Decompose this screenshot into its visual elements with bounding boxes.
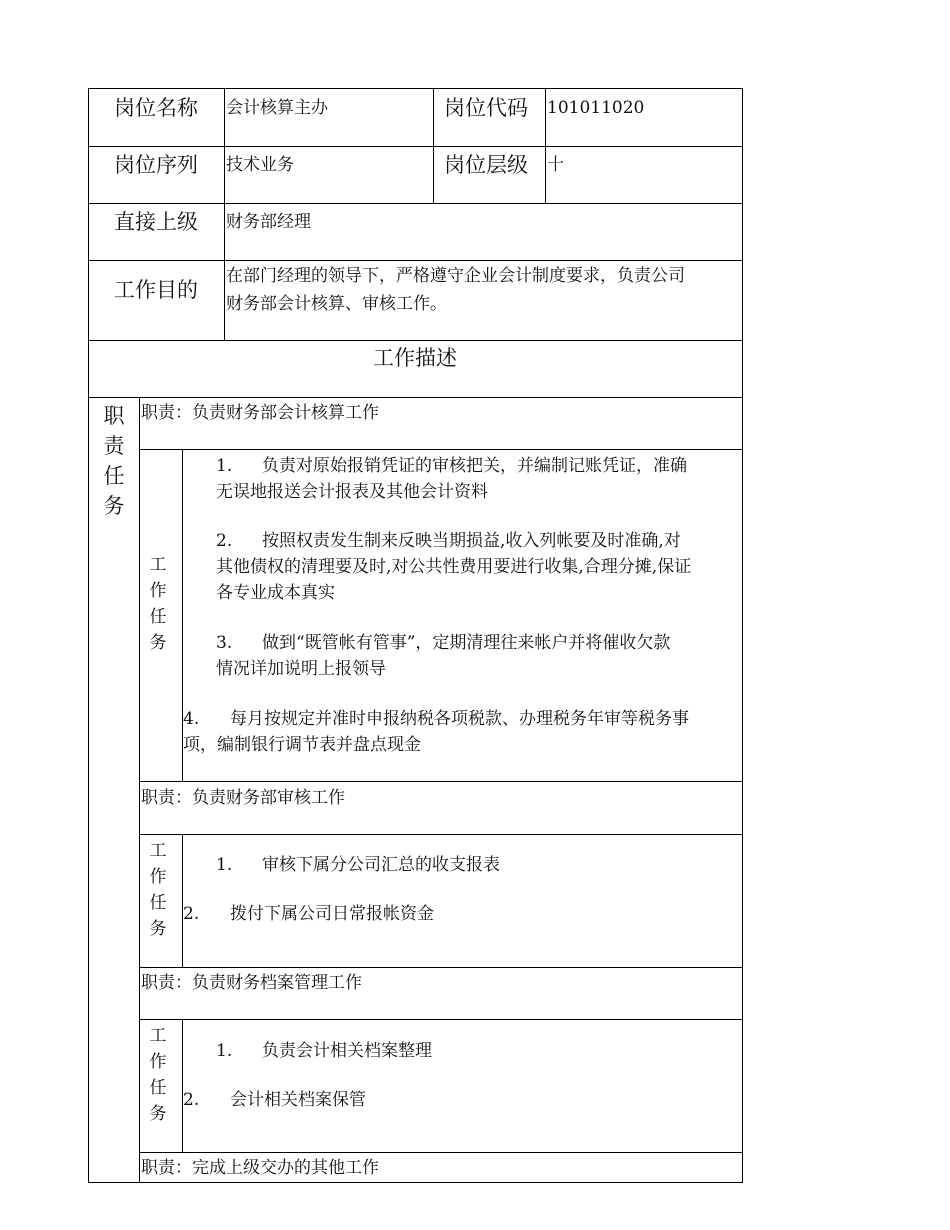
task-text: 做到“既管帐有管事”，定期清理往来帐户并将催收欠款 — [262, 633, 671, 653]
task-vertical-label — [148, 838, 168, 942]
task-vertical-label — [148, 1023, 168, 1127]
duty-title: 职责：完成上级交办的其他工作 — [141, 1158, 379, 1178]
task-vertical-label — [148, 552, 168, 656]
position-name-label: 岗位名称 — [114, 96, 198, 120]
task-item — [216, 852, 500, 878]
task-text: 每月按规定并准时申报纳税各项税款、办理税务年审等税务事 — [230, 709, 689, 729]
duty-title: 职责：负责财务部审核工作 — [141, 788, 345, 808]
task-number: 3. — [216, 633, 233, 653]
task-text: 情况详加说明上报领导 — [216, 659, 386, 679]
vertical-char: 责 — [103, 434, 125, 458]
position-code-value: 101011020 — [547, 98, 645, 118]
col-divider — [224, 88, 225, 340]
task-text: 各专业成本真实 — [216, 583, 335, 603]
col-divider — [433, 88, 434, 204]
vertical-char: 任 — [149, 1078, 167, 1098]
row-divider — [139, 834, 743, 835]
description-title: 工作描述 — [373, 346, 457, 370]
task-text: 项，编制银行调节表并盘点现金 — [183, 735, 421, 755]
task-text: 负责会计相关档案整理 — [262, 1041, 432, 1061]
row-divider — [88, 397, 743, 398]
task-number: 2. — [183, 1090, 200, 1110]
col-divider — [139, 397, 140, 1183]
row-divider — [139, 1019, 743, 1020]
task-item — [183, 1087, 366, 1113]
objective-line: 在部门经理的领导下，严格遵守企业会计制度要求，负责公司 — [226, 266, 685, 286]
vertical-char: 工 — [149, 841, 167, 861]
task-text: 负责对原始报销凭证的审核把关，并编制记账凭证，准确 — [262, 456, 687, 476]
task-item — [216, 630, 740, 682]
duty-title: 职责：负责财务档案管理工作 — [141, 973, 362, 993]
vertical-char: 作 — [149, 1052, 167, 1072]
task-item — [216, 528, 740, 606]
row-divider — [88, 146, 743, 147]
task-text: 无误地报送会计报表及其他会计资料 — [216, 482, 488, 502]
position-code-label: 岗位代码 — [444, 96, 528, 120]
row-divider — [139, 781, 743, 782]
vertical-char: 任 — [103, 464, 125, 488]
task-number: 1. — [216, 1041, 233, 1061]
vertical-char: 任 — [149, 607, 167, 627]
vertical-char: 工 — [149, 1026, 167, 1046]
vertical-char: 务 — [103, 494, 125, 518]
task-text: 会计相关档案保管 — [230, 1090, 366, 1110]
task-text: 拨付下属公司日常报帐资金 — [230, 904, 434, 924]
vertical-char: 务 — [149, 1104, 167, 1124]
task-text: 其他债权的清理要及时,对公共性费用要进行收集,合理分摊,保证 — [216, 557, 692, 577]
supervisor-label: 直接上级 — [114, 210, 198, 234]
task-item — [216, 1038, 432, 1064]
row-divider — [139, 1152, 743, 1153]
position-name-value: 会计核算主办 — [226, 98, 328, 118]
task-number: 1. — [216, 456, 233, 476]
vertical-char: 作 — [149, 867, 167, 887]
row-divider — [88, 203, 743, 204]
task-item — [183, 901, 434, 927]
task-item — [183, 706, 741, 758]
sequence-value: 技术业务 — [226, 155, 294, 175]
supervisor-value: 财务部经理 — [226, 212, 311, 232]
table-border-left — [88, 88, 89, 1183]
level-label: 岗位层级 — [444, 153, 528, 177]
vertical-char: 工 — [149, 555, 167, 575]
col-divider — [182, 1019, 183, 1153]
task-item — [216, 453, 740, 505]
objective-line: 财务部会计核算、审核工作。 — [226, 294, 447, 314]
task-text: 按照权责发生制来反映当期损益,收入列帐要及时准确,对 — [262, 531, 681, 551]
row-divider — [139, 449, 743, 450]
row-divider — [139, 967, 743, 968]
col-divider — [545, 88, 546, 204]
vertical-char: 务 — [149, 633, 167, 653]
task-number: 1. — [216, 855, 233, 875]
objective-label: 工作目的 — [114, 278, 198, 302]
vertical-char: 职 — [103, 404, 125, 428]
duty-vertical-label — [101, 401, 127, 521]
duty-title: 职责：负责财务部会计核算工作 — [141, 403, 379, 423]
vertical-char: 务 — [149, 919, 167, 939]
table-border-bottom — [88, 1182, 743, 1183]
task-number: 2. — [183, 904, 200, 924]
sequence-label: 岗位序列 — [114, 153, 198, 177]
task-number: 2. — [216, 531, 233, 551]
vertical-char: 任 — [149, 893, 167, 913]
level-value: 十 — [547, 155, 564, 175]
table-border-top — [88, 88, 743, 89]
task-text: 审核下属分公司汇总的收支报表 — [262, 855, 500, 875]
row-divider — [88, 260, 743, 261]
vertical-char: 作 — [149, 581, 167, 601]
row-divider — [88, 340, 743, 341]
task-number: 4. — [183, 709, 200, 729]
